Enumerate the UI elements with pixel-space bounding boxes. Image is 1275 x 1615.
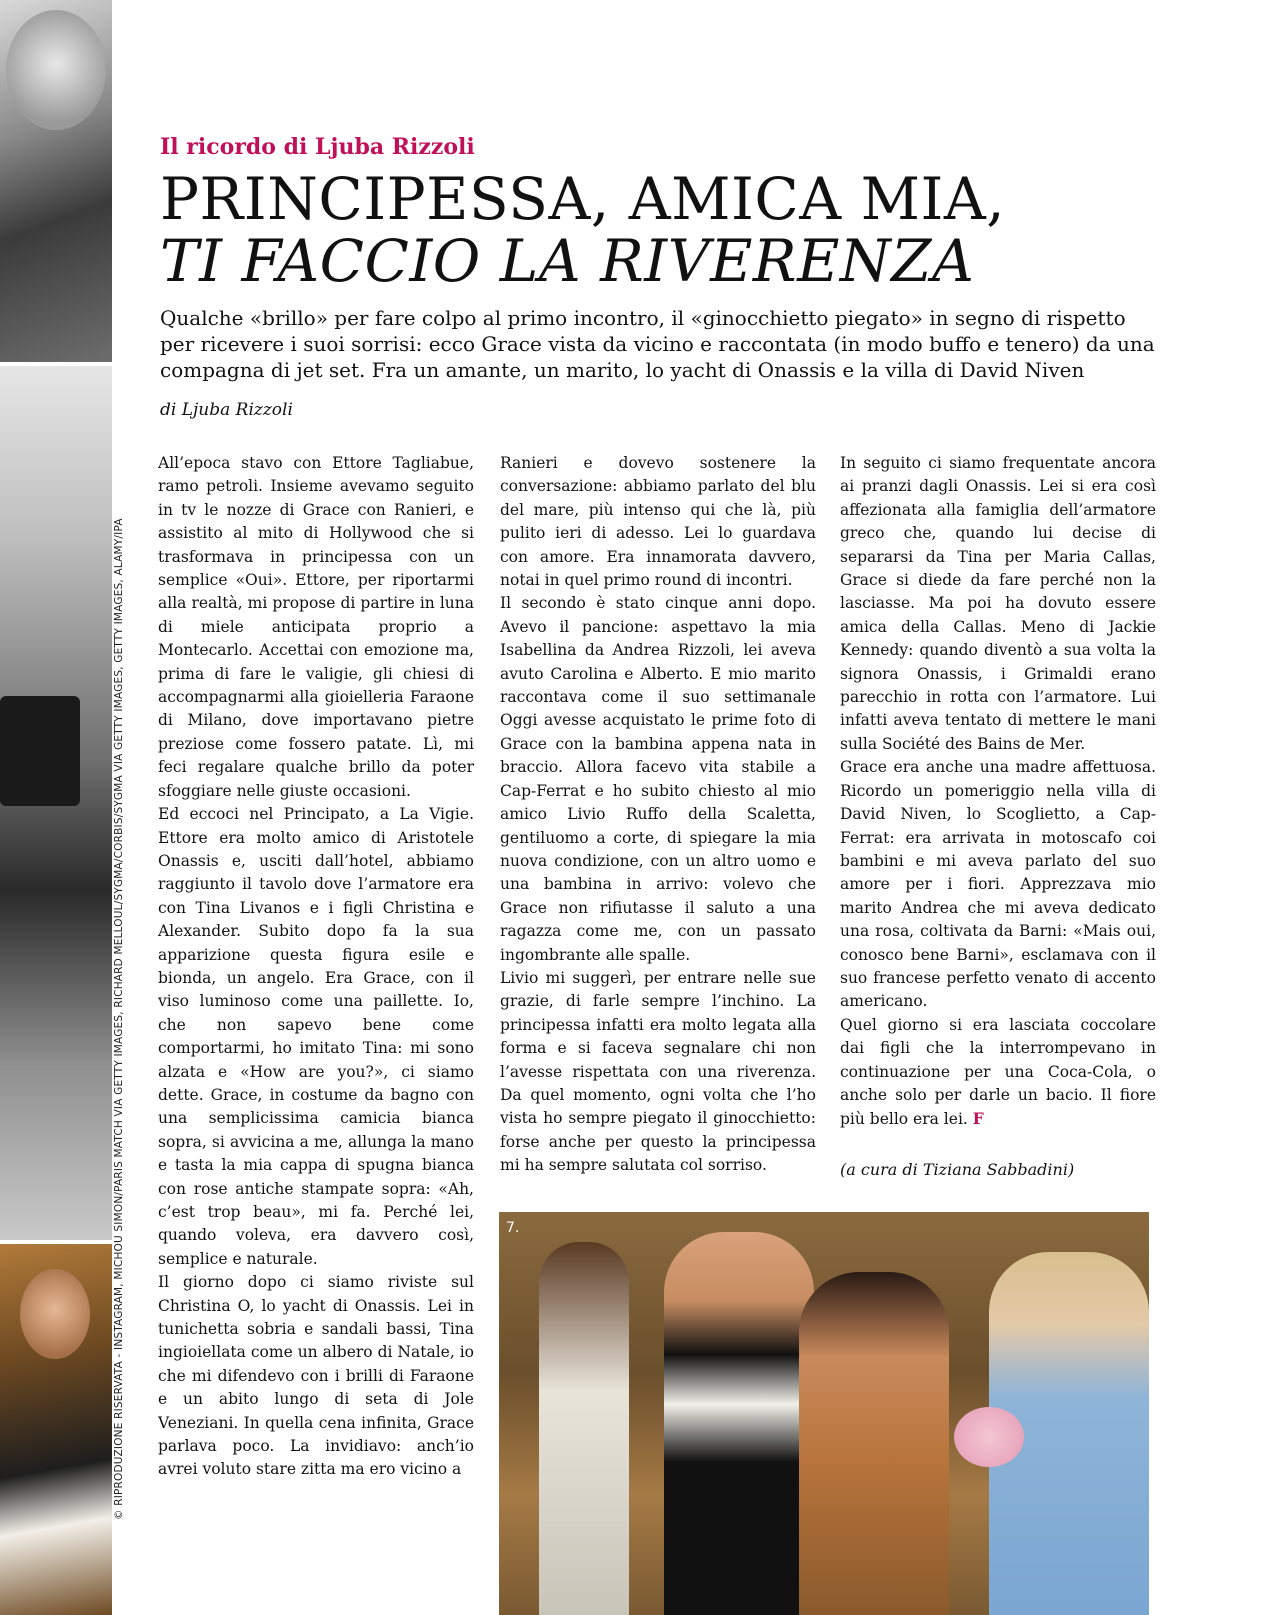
photo-7-gala <box>499 1212 1149 1615</box>
paragraph: Il giorno dopo ci siamo riviste sul Christina O, lo yacht di Onassis. Lei in tunichetta sobria e sandali bassi, Tina ingioiellata come un albero di Natale, io che mi difendevo con i brilli di Faraone e un abito lungo di seta di Jole Veneziani. In quella cena infinita, Grace parlava poco. La invidiavo: anch’io avrei voluto stare zitta ma ero vicino a <box>158 1273 474 1479</box>
byline: di Ljuba Rizzoli <box>160 400 293 420</box>
photo-number: 7. <box>506 1220 520 1236</box>
paragraph: Ranieri e dovevo sostenere la conversazione: abbiamo parlato del blu del mare, più intenso qui che là, più pulito ieri di adesso. Lei lo guardava con amore. Era innamorata davvero, notai in quel primo round di incontri. <box>500 454 816 590</box>
paragraph: In seguito ci siamo frequentate ancora ai pranzi dagli Onassis. Lei si era così affezionata alla famiglia dell’armatore greco che, quando lui decise di separarsi da Tina per Maria Callas, Grace si diede da fare perché non la lasciasse. Ma poi ha dovuto essere amica della Callas. Meno di Jackie Kennedy: quando diventò a sua volta la signora Onassis, i Grimaldi erano parecchio in rotta con l’armatore. Lui infatti aveva tentato di mettere le mani sulla Société des Bains de Mer. <box>840 454 1156 753</box>
paragraph: All’epoca stavo con Ettore Tagliabue, ramo petroli. Insieme avevamo seguito in tv le nozze di Grace con Ranieri, e assistito al mito di Hollywood che si trasformava in principessa con un semplice «Oui». Ettore, per riportarmi alla realtà, mi propose di partire in luna di miele anticipata proprio a Montecarlo. Accettai con emozione ma, prima di fare le valigie, gli chiesi di accompagnarmi alla gioielleria Faraone di Milano, dove importavano pietre preziose come fossero patate. Lì, mi feci regalare qualche brillo da poter sfoggiare nelle giuste occasioni. <box>158 454 474 800</box>
curator-credit: (a cura di Tiziana Sabbadini) <box>840 1160 1075 1179</box>
paragraph: Livio mi suggerì, per entrare nelle sue grazie, di farle sempre l’inchino. La principessa infatti era molto legata alla forma e si faceva segnalare chi non l’avesse rispettata con una riverenza. Da quel momento, ogni volta che l’ho vista ho sempre piegato il ginocchietto: forse anche per questo la principessa mi ha sempre salutata col sorriso. <box>500 968 816 1175</box>
face-shape <box>6 10 106 130</box>
paragraph: Ed eccoci nel Principato, a La Vigie. Ettore era molto amico di Aristotele Onassis e, usciti dall’hotel, abbiamo raggiunto il tavolo dove l’armatore era con Tina Livanos e i figli Christina e Alexander. Subito dopo fa la sua apparizione questa figura esile e bionda, un angelo. Era Grace, con il viso luminoso come una paillette. Io, che non sapevo bene come comportarmi, ho imitato Tina: mi sono alzata e «How are you?», ci siamo dette. Grace, in costume da bagno con una semplicissima camicia bianca sopra, si avvicina a me, allunga la mano e tasta la mia cappa di spugna bianca con rose antiche stampate sopra: «Ah, c’est trop beau», mi fa. Perché lei, quando voleva, era davvero così, semplice e naturale. <box>158 805 474 1268</box>
article-column-2 <box>500 452 816 1178</box>
photo-strip <box>0 0 112 1615</box>
paragraph-text: Quel giorno si era lasciata coccolare dai figli che la interrompevano in continuazione per una Coca-Cola, o anche solo per darle un bacio. Il fiore più bello era lei. <box>840 1015 1156 1129</box>
handbag-shape <box>0 696 80 806</box>
face-shape <box>20 1269 90 1359</box>
photo-prince-charles <box>0 1244 112 1615</box>
flower-bouquet <box>954 1407 1024 1467</box>
title-line-1: PRINCIPESSA, AMICA MIA, <box>160 165 1006 233</box>
title-line-2: TI FACCIO LA RIVERENZA <box>160 227 975 295</box>
paragraph <box>840 1014 1156 1132</box>
portrait-photo-rainier <box>0 0 112 362</box>
kicker: Il ricordo di Ljuba Rizzoli <box>160 134 475 160</box>
end-mark: F <box>972 1109 984 1129</box>
photo-credit: © RIPRODUZIONE RISERVATA - INSTAGRAM, MICHOU SIMON/PARIS MATCH VIA GETTY IMAGES, RICHARD MELLOUL/SYGMA/CORBIS/SYGMA VIA GETTY IMAGES, GETTY IMAGES, ALAMY/IPA <box>113 518 125 1520</box>
figure-prince <box>664 1232 814 1615</box>
article-column-3 <box>840 452 1156 1132</box>
paragraph: Grace era anche una madre affettuosa. Ricordo un pomeriggio nella villa di David Niven, lo Scoglietto, a Cap-Ferrat: era arrivata in motoscafo coi bambini e mi aveva parlato del suo amore per i fiori. Apprezzava mio marito Andrea che mi aveva dedicato una rosa, coltivata da Barni: «Mais oui, conosco bene Barni», esclamava con il suo francese perfetto venato di accento americano. <box>840 758 1156 1011</box>
figure-woman-left <box>539 1242 629 1615</box>
article-column-1 <box>158 452 474 1482</box>
figure-woman-center <box>799 1272 949 1615</box>
page-title <box>160 165 1006 295</box>
photo-grace-handbag <box>0 366 112 1240</box>
paragraph: Il secondo è stato cinque anni dopo. Avevo il pancione: aspettavo la mia Isabellina da Andrea Rizzoli, lei aveva avuto Carolina e Alberto. E mio marito raccontava come il suo settimanale Oggi avesse acquistato le prime foto di Grace con la bambina appena nata in braccio. Allora facevo vita stabile a Cap-Ferrat e ho subito chiesto al mio amico Livio Ruffo della Scaletta, gentiluomo a corte, di spiegare la mia nuova condizione, con un altro uomo e una bambina in arrivo: volevo che Grace non rifiutasse il saluto a una ragazza come me, con un passato ingombrante alle spalle. <box>500 594 816 964</box>
standfirst: Qualche «brillo» per fare colpo al primo incontro, il «ginocchietto piegato» in segno di rispetto per ricevere i suoi sorrisi: ecco Grace vista da vicino e raccontata (in modo buffo e tenero) da una compagna di jet set. Fra un amante, un marito, lo yacht di Onassis e la villa di David Niven <box>160 306 1155 382</box>
